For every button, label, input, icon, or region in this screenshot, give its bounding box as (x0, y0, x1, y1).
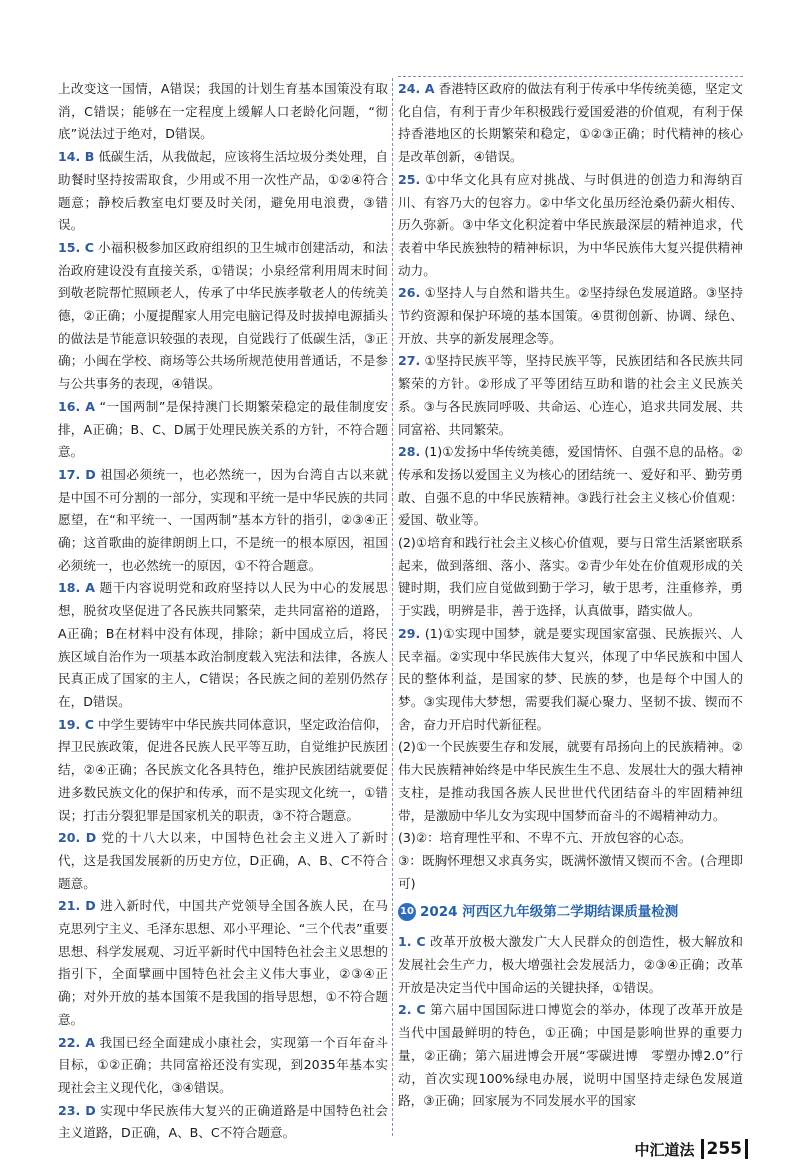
page-number: 255 (701, 1139, 749, 1159)
answer-entry (58, 895, 388, 1031)
answer-number: 25. (398, 171, 421, 187)
answer-text: (1)①发扬中华传统美德，爱国情怀、自强不息的品格。②传承和发扬以爱国主义为核心的团结统一、爱好和平、勤劳勇敢、自强不息的中华民族精神。③践行社会主义核心价值观：爱国、敬业等。 (398, 444, 743, 528)
answer-number: 14. B (58, 149, 95, 165)
answer-number: 29. (398, 625, 421, 641)
answer-entry (398, 850, 743, 895)
answer-text: (1)①实现中国梦，就是要实现国家富强、民族振兴、人民幸福。②实现中华民族伟大复兴，体现了中华民族和中国人民的整体利益，是国家的梦、民族的梦，也是每个中国人的梦。③实现伟大梦想，需要我们凝心聚力、坚韧不拔、锲而不舍，奋力开启时代新征程。 (398, 625, 743, 732)
top-dashed-rule (398, 76, 743, 77)
right-column (398, 78, 743, 1113)
answer-entry (398, 736, 743, 827)
answer-number: 15. C (58, 239, 94, 255)
answer-entry (58, 577, 388, 713)
answer-entry (398, 78, 743, 169)
answer-text: (2)①一个民族要生存和发展，就要有昂扬向上的民族精神。②伟大民族精神始终是中华民族生生不息、发展壮大的强大精神支柱，是推动我国各族人民世世代代团结奋斗的牢固精神纽带，是激励中华儿女为实现中国梦而奋斗的不竭精神动力。 (398, 739, 743, 823)
right-column-section-answers (398, 931, 743, 1113)
answer-number: 28. (398, 444, 421, 460)
answer-number: 26. (398, 285, 421, 301)
answer-entry (58, 78, 388, 146)
answer-text: 进入新时代，中国共产党领导全国各族人民，在马克思列宁主义、毛泽东思想、邓小平理论、“三个代表”重要思想、科学发展观、习近平新时代中国特色社会主义思想的指引下，全面擘画中国特色社会主义伟大事业，②③④正确；对外开放的基本国策不是我国的指导思想，①不符合题意。 (58, 898, 388, 1027)
left-column (58, 78, 388, 1145)
answer-number: 17. D (58, 466, 96, 482)
answer-text: 我国已经全面建成小康社会，实现第一个百年奋斗目标，①②正确；共同富裕还没有实现，到2035年基本实现社会主义现代化，③④错误。 (58, 1034, 388, 1095)
answer-number: 2. C (398, 1002, 426, 1018)
answer-number: 27. (398, 353, 421, 369)
answer-number: 20. D (58, 830, 97, 846)
answer-text: (2)①培育和践行社会主义核心价值观，要与日常生活紧密联系起来，做到落细、落小、落实。②青少年处在价值观形成的关键时期，我们应自觉做到勤于学习，敏于思考，注重修养，勇于实践，明辨是非，善于选择，认真做事，踏实做人。 (398, 535, 743, 619)
footer-brand: 中汇道法 (634, 1140, 695, 1159)
section-title-text: 2024 河西区九年级第二学期结课质量检测 (420, 904, 679, 921)
answer-text: (3)②：培育理性平和、不卑不亢、开放包容的心态。 (398, 830, 692, 846)
answer-text: 上改变这一国情，A错误；我国的计划生育基本国策没有取消，C错误；能够在一定程度上缓解人口老龄化问题，“彻底”说法过于绝对，D错误。 (58, 81, 388, 142)
answer-number: 18. A (58, 580, 95, 596)
answer-number: 16. A (58, 398, 95, 414)
section-number-badge: 10 (398, 903, 416, 921)
answer-entry (58, 464, 388, 578)
answer-entry (398, 827, 743, 850)
answer-text: 小福积极参加区政府组织的卫生城市创建活动，和法治政府建设没有直接关系，①错误；小泉经常利用周末时间到敬老院帮忙照顾老人，传承了中华民族孝敬老人的传统美德，②正确；小厦提醒家人用完电脑记得及时拔掉电源插头的做法是节能意识较强的表现，自觉践行了低碳生活，③正确；小闽在学校、商场等公共场所规范使用普通话，不是参与公共事务的表现，④错误。 (58, 239, 388, 392)
answer-entry (58, 396, 388, 464)
answer-entry (398, 532, 743, 623)
answer-entry (398, 169, 743, 283)
right-column-answers (398, 78, 743, 895)
answer-number: 23. D (58, 1102, 96, 1118)
answer-entry (398, 623, 743, 737)
answer-entry (58, 1100, 388, 1145)
answer-text: ①坚持人与自然和谐共生。②坚持绿色发展道路。③坚持节约资源和保护环境的基本国策。④贯彻创新、协调、绿色、开放、共享的新发展理念等。 (398, 285, 743, 346)
answer-text: 实现中华民族伟大复兴的正确道路是中国特色社会主义道路，D正确，A、B、C不符合题意。 (58, 1102, 388, 1141)
column-divider (392, 78, 393, 1136)
answer-text: 香港特区政府的做法有利于传承中华传统美德，坚定文化自信，有利于青少年积极践行爱国爱港的价值观，有利于保持香港地区的长期繁荣和稳定，①②③正确；时代精神的核心是改革创新，④错误。 (398, 81, 744, 165)
section-heading (398, 901, 743, 923)
answer-entry (58, 146, 388, 237)
answer-text: 低碳生活，从我做起，应该将生活垃圾分类处理，自助餐时坚持按需取食，少用或不用一次性产品，①②④符合题意；静校后教室电灯要及时关闭，避免用电浪费，③错误。 (58, 149, 388, 233)
answer-number: 21. D (58, 898, 96, 914)
answer-text: 党的十八大以来，中国特色社会主义进入了新时代，这是我国发展新的历史方位，D正确，A、B、C不符合题意。 (58, 830, 389, 891)
answer-entry (58, 714, 388, 828)
answer-entry (398, 999, 743, 1113)
answer-number: 22. A (58, 1034, 95, 1050)
answer-entry (398, 931, 743, 999)
answer-entry (58, 237, 388, 396)
answer-entry (398, 350, 743, 441)
answer-entry (398, 441, 743, 532)
page-footer (608, 1136, 748, 1162)
answer-text: 改革开放极大激发广大人民群众的创造性，极大解放和发展社会生产力，极大增强社会发展活力，②③④正确；改革开放是决定当代中国命运的关键抉择，①错误。 (398, 934, 743, 995)
answer-number: 19. C (58, 716, 94, 732)
answer-text: 题干内容说明党和政府坚持以人民为中心的发展思想，脱贫攻坚促进了各民族共同繁荣，走共同富裕的道路，A正确；B在材料中没有体现，排除；新中国成立后，将民族区域自治作为一项基本政治制度载入宪法和法律，各族人民真正成了国家的主人，C错误；各民族之间的差别仍然存在，D错误。 (58, 580, 388, 709)
answer-text: 第六届中国国际进口博览会的举办，体现了改革开放是当代中国最鲜明的特色，①正确；中国是影响世界的重要力量，②正确；第六届进博会开展“零碳进博 零塑办博2.0”行动，首次实现100%绿电办展，说明中国坚持走绿色发展道路，③正确；回家展为不同发展水平的国家 (398, 1002, 743, 1109)
answer-text: ①中华文化具有应对挑战、与时俱进的创造力和海纳百川、有容乃大的包容力。②中华文化虽历经沧桑仍薪火相传、历久弥新。③中华文化积淀着中华民族最深层的精神追求，代表着中华民族独特的精神标识，为中华民族伟大复兴提供精神动力。 (398, 171, 743, 278)
answer-text: 中学生要铸牢中华民族共同体意识，坚定政治信仰，捍卫民族政策，促进各民族人民平等互助，自觉维护民族团结，②④正确；各民族文化各具特色，维护民族团结就要促进多数民族文化的保护和传承，而不是实现文化统一，①错误；打击分裂犯罪是国家机关的职责，③不符合题意。 (58, 716, 388, 823)
answer-number: 1. C (398, 934, 426, 950)
answer-text: ③：既胸怀理想又求真务实，既满怀激情又锲而不舍。(合理即可) (398, 852, 743, 891)
answer-entry (58, 827, 388, 895)
answer-text: ①坚持民族平等，坚持民族平等，民族团结和各民族共同繁荣的方针。②形成了平等团结互助和谐的社会主义民族关系。③与各民族同呼吸、共命运、心连心，追求共同发展、共同富裕、共同繁荣。 (398, 353, 743, 437)
answer-entry (398, 282, 743, 350)
answer-text: “一国两制”是保持澳门长期繁荣稳定的最佳制度安排，A正确；B、C、D属于处理民族关系的方针，不符合题意。 (58, 398, 388, 460)
answer-text: 祖国必须统一，也必然统一，因为台湾自古以来就是中国不可分割的一部分，实现和平统一是中华民族的共同愿望，在“和平统一、一国两制”基本方针的指引，②③④正确；这首歌曲的旋律朗朗上口，不是统一的根本原因，祖国必须统一，也必然统一的原因，①不符合题意。 (58, 466, 388, 573)
answer-number: 24. A (398, 81, 435, 96)
answer-entry (58, 1032, 388, 1100)
